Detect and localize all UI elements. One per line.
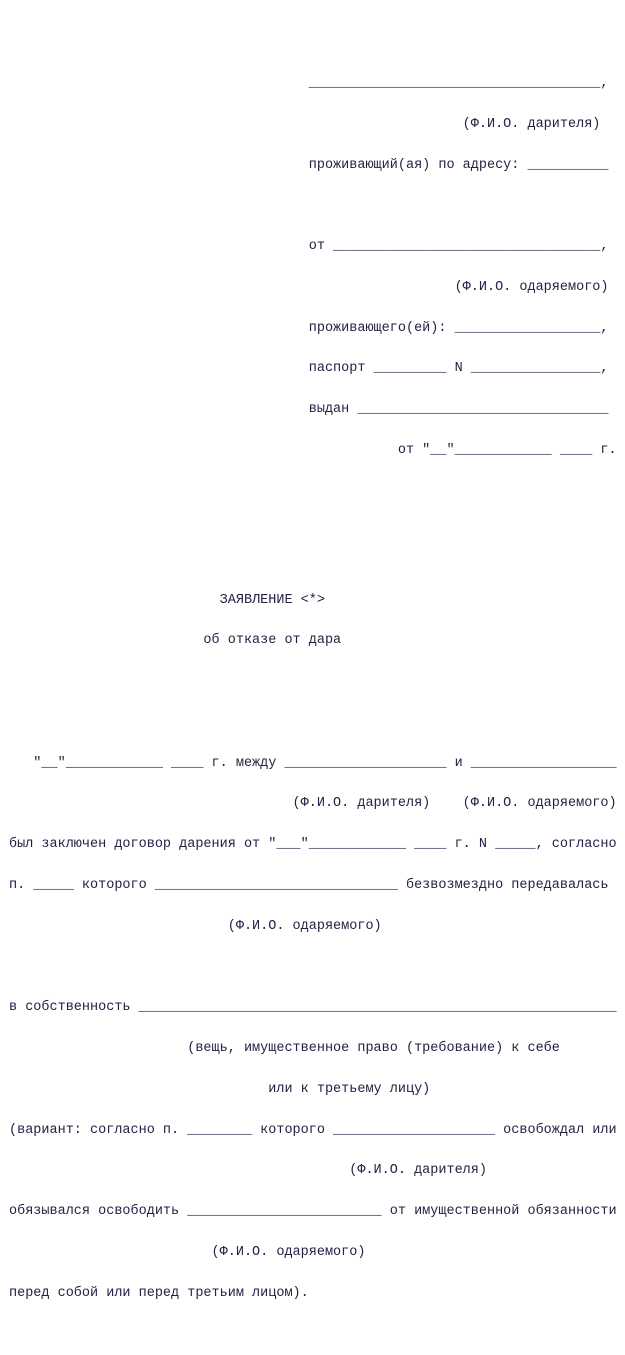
release-obligation-line: обязывался освободить ________________________ от имущественной обязанности	[9, 1204, 617, 1220]
donor-fio-caption: (Ф.И.О. дарителя)	[9, 116, 601, 132]
donee-residence-field: проживающего(ей): __________________,	[9, 320, 609, 336]
variant-clause-line: (вариант: согласно п. ________ которого ____________________ освобождал или	[9, 1122, 617, 1138]
spacer-line	[9, 961, 625, 975]
closing-line: перед собой или перед третьим лицом).	[9, 1285, 309, 1301]
donee-fio-caption: (Ф.И.О. одаряемого)	[9, 279, 609, 295]
parties-fio-captions: (Ф.И.О. дарителя) (Ф.И.О. одаряемого)	[9, 796, 617, 812]
gift-object-caption-line-2: или к третьему лицу)	[9, 1081, 431, 1097]
donee-from-field: от _________________________________,	[9, 239, 609, 255]
donor-name-blank-field: ____________________________________,	[9, 75, 609, 91]
agreement-date-parties-line: "__"____________ ____ г. между ____________________ и __________________	[9, 755, 617, 771]
gift-object-caption-line-1: (вещь, имущественное право (требование) к себе	[9, 1041, 560, 1057]
ownership-blank-field: в собственность ___________________________________________________________	[9, 1000, 617, 1016]
statement-subtitle: об отказе от дара	[9, 633, 342, 649]
agreement-number-line: был заключен договор дарения от "___"____________ ____ г. N _____, согласно	[9, 837, 617, 853]
donor-address-field: проживающий(ая) по адресу: __________	[9, 157, 609, 173]
spacer-line	[9, 199, 625, 213]
clause-transfer-line: п. _____ которого ______________________________ безвозмездно передавалась	[9, 878, 609, 894]
donee-fio-caption-body: (Ф.И.О. одаряемого)	[9, 918, 382, 934]
statement-title: ЗАЯВЛЕНИЕ <*>	[9, 592, 325, 608]
document-header-address-block	[9, 50, 625, 485]
document-body-block	[9, 729, 625, 1327]
donor-fio-caption-body: (Ф.И.О. дарителя)	[9, 1163, 487, 1179]
donee-fio-caption-body-2: (Ф.И.О. одаряемого)	[9, 1245, 366, 1261]
passport-issued-by-field: выдан _______________________________	[9, 402, 609, 418]
passport-number-field: паспорт _________ N ________________,	[9, 361, 609, 377]
document-title-block	[9, 566, 625, 675]
passport-issue-date-field: от "__"____________ ____ г.	[9, 443, 617, 458]
